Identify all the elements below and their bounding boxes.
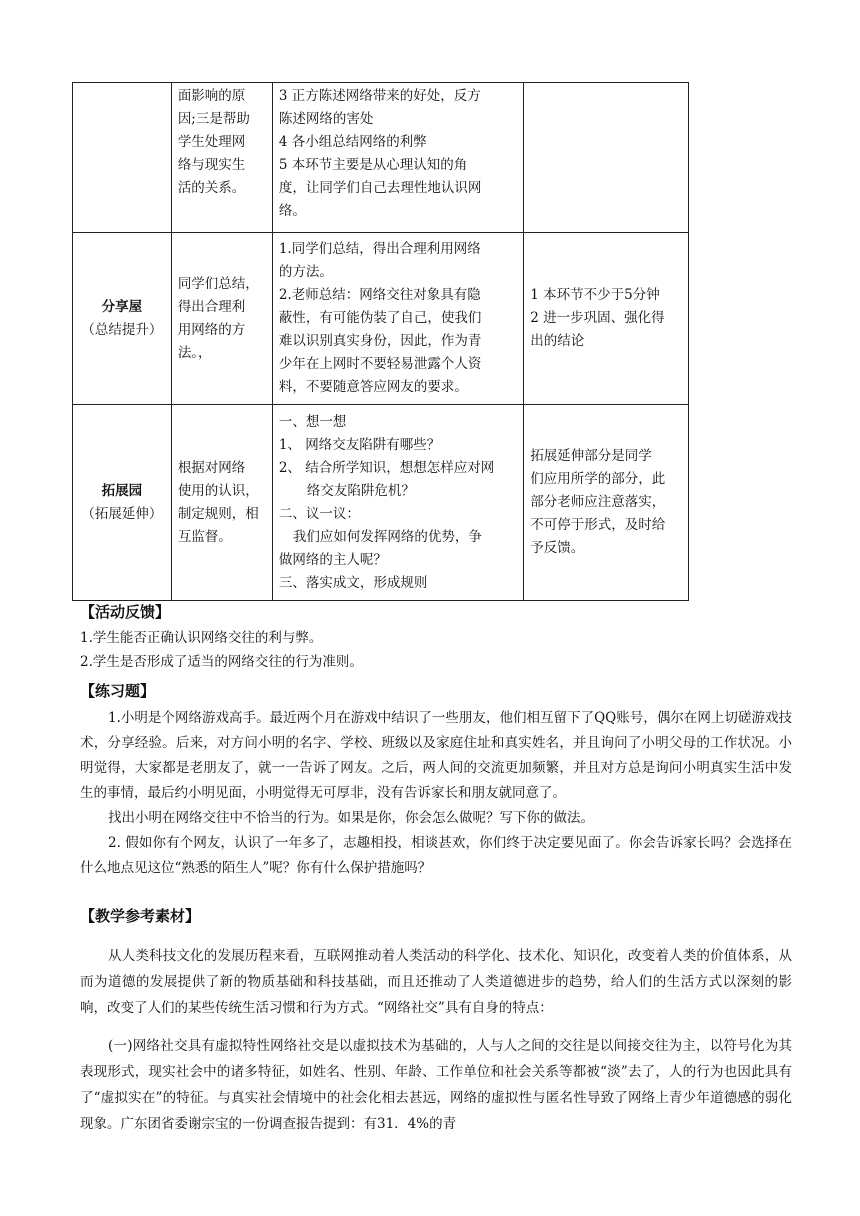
goal-line: 络与现实生: [177, 157, 246, 173]
process-cell: [272, 233, 523, 405]
notes-line: 不可停于形式，及时给: [530, 517, 666, 533]
notes-line: 2 进一步巩固、强化得: [530, 310, 665, 326]
process-line: 难以识别真实身份，因此，作为青: [278, 333, 482, 349]
goal-cell: [171, 83, 272, 233]
goal-line: 因;三是帮助: [177, 111, 250, 127]
goal-line: 活的关系。: [177, 180, 246, 196]
stage-cell: [73, 405, 172, 601]
materials-paragraph-2: (一)网络社交具有虚拟特性网络社交是以虚拟技术为基础的，人与人之间的交往是以间接交往为主，以符号化为其表现形式，现实社会中的诸多特征，如姓名、性别、年龄、工作单位和社会关系等都被“淡”去了，人的行为也因此具有了“虚拟实在”的特征。与真实社会情境中的社会化相去甚远，网络的虚拟性与匿名性导致了网络上青少年道德感的弱化现象。广东团省委谢宗宝的一份调查报告提到：有31．4%的青: [80, 1038, 792, 1132]
goal-line: 法。，: [177, 344, 212, 361]
materials-body: [80, 943, 792, 1137]
process-line: 少年在上网时不要轻易泄露个人资: [278, 356, 482, 372]
notes-cell: [524, 233, 689, 405]
process-line: 二、议一议：: [278, 505, 360, 522]
process-line: 陈述网络的害处: [278, 111, 374, 127]
process-cell: [272, 83, 523, 233]
materials-heading: 【教学参考素材】: [80, 907, 201, 925]
goal-line: 根据对网络: [177, 459, 246, 476]
exercises-body: [80, 706, 792, 881]
table-row: [73, 83, 689, 233]
table-row: [73, 233, 689, 405]
goal-line: 互监督。: [177, 528, 232, 545]
stage-subtitle: （总结提升）: [81, 321, 163, 338]
process-line: 2.老师总结：网络交往对象具有隐: [278, 287, 481, 303]
stage-cell: [73, 233, 172, 405]
feedback-item: 1.学生能否正确认识网络交往的利与弊。: [80, 630, 323, 646]
process-line: 料，不要随意答应网友的要求。: [278, 379, 468, 395]
stage-subtitle: （拓展延伸）: [81, 505, 163, 522]
goal-cell: [171, 233, 272, 405]
process-line: 4 各小组总结网络的利弊: [278, 134, 427, 150]
goal-line: 使用的认识，: [177, 482, 259, 499]
goal-line: 制定规则，相: [177, 505, 259, 522]
goal-line: 学生处理网: [177, 134, 246, 150]
process-line: 1.同学们总结，得出合理利用网络: [278, 241, 481, 257]
exercise-question-1: 1.小明是个网络游戏高手。最近两个月在游戏中结识了一些朋友，他们相互留下了QQ账号，偶尔在网上切磋游戏技术，分享经验。后来，对方问小明的名字、学校、班级以及家庭住址和真实姓名，并且询问了小明父母的工作状况。小明觉得，大家都是老朋友了，就一一告诉了网友。之后，两人间的交流更加频繁，并且对方总是询问小明真实生活中发生的事情，最后约小明见面，小明觉得无可厚非，没有告诉家长和朋友就同意了。: [80, 710, 792, 801]
notes-line: 出的结论: [530, 333, 585, 349]
stage-title: 分享屋: [101, 298, 143, 315]
goal-cell: [171, 405, 272, 601]
process-line: 2、 结合所学知识，想想怎样应对网: [278, 459, 495, 476]
notes-line: 1 本环节不少于5分钟: [530, 287, 660, 303]
goal-line: 用网络的方: [177, 321, 246, 338]
process-line: 1、 网络交友陷阱有哪些？: [278, 436, 441, 453]
lesson-plan-table: [72, 82, 689, 601]
exercise-instruction: 找出小明在网络交往中不恰当的行为。如果是你，你会怎么做呢？写下你的做法。: [108, 810, 594, 826]
process-line: 的方法。: [278, 264, 333, 280]
process-cell: [272, 405, 523, 601]
notes-line: 拓展延伸部分是同学: [530, 448, 652, 464]
feedback-item: 2.学生是否形成了适当的网络交往的行为准则。: [80, 654, 363, 670]
table-row: [73, 405, 689, 601]
process-line: 度，让同学们自己去理性地认识网: [278, 180, 482, 196]
notes-line: 们应用所学的部分，此: [530, 471, 666, 487]
process-line: 做网络的主人呢？: [278, 551, 387, 568]
process-line: 我们应如何发挥网络的优势，争: [292, 528, 482, 545]
goal-line: 同学们总结，: [177, 275, 259, 292]
materials-paragraph-1: 从人类科技文化的发展历程来看，互联网推动着人类活动的科学化、技术化、知识化，改变着人类的价值体系，从而为道德的发展提供了新的物质基础和科技基础，而且还推动了人类道德进步的趋势，给人们的生活方式以深刻的影响，改变了人们的某些传统生活习惯和行为方式。“网络社交”具有自身的特点：: [80, 948, 792, 1016]
feedback-heading: 【活动反馈】: [80, 603, 171, 621]
process-line: 三、落实成文，形成规则: [278, 574, 428, 591]
stage-cell: [73, 83, 172, 233]
process-line: 5 本环节主要是从心理认知的角: [278, 157, 468, 173]
process-line: 络交友陷阱危机？: [306, 482, 415, 499]
exercise-question-2: 2. 假如你有个网友，认识了一年多了，志趣相投，相谈甚欢，你们终于决定要见面了。你会告诉家长吗？会选择在什么地点见这位“熟悉的陌生人”呢？你有什么保护措施吗？: [80, 835, 792, 876]
process-line: 3 正方陈述网络带来的好处，反方: [278, 88, 481, 104]
goal-line: 面影响的原: [177, 88, 246, 104]
notes-cell: [524, 83, 689, 233]
process-line: 一、想一想: [278, 413, 347, 430]
stage-title: 拓展园: [101, 482, 143, 499]
goal-line: 得出合理利: [177, 298, 246, 315]
process-line: 蔽性，有可能伪装了自己，使我们: [278, 310, 482, 326]
feedback-list: [80, 626, 792, 674]
process-line: 络。: [278, 203, 306, 219]
notes-line: 予反馈。: [530, 540, 585, 556]
exercises-heading: 【练习题】: [80, 682, 156, 700]
notes-line: 部分老师应注意落实，: [530, 494, 666, 510]
notes-cell: [524, 405, 689, 601]
